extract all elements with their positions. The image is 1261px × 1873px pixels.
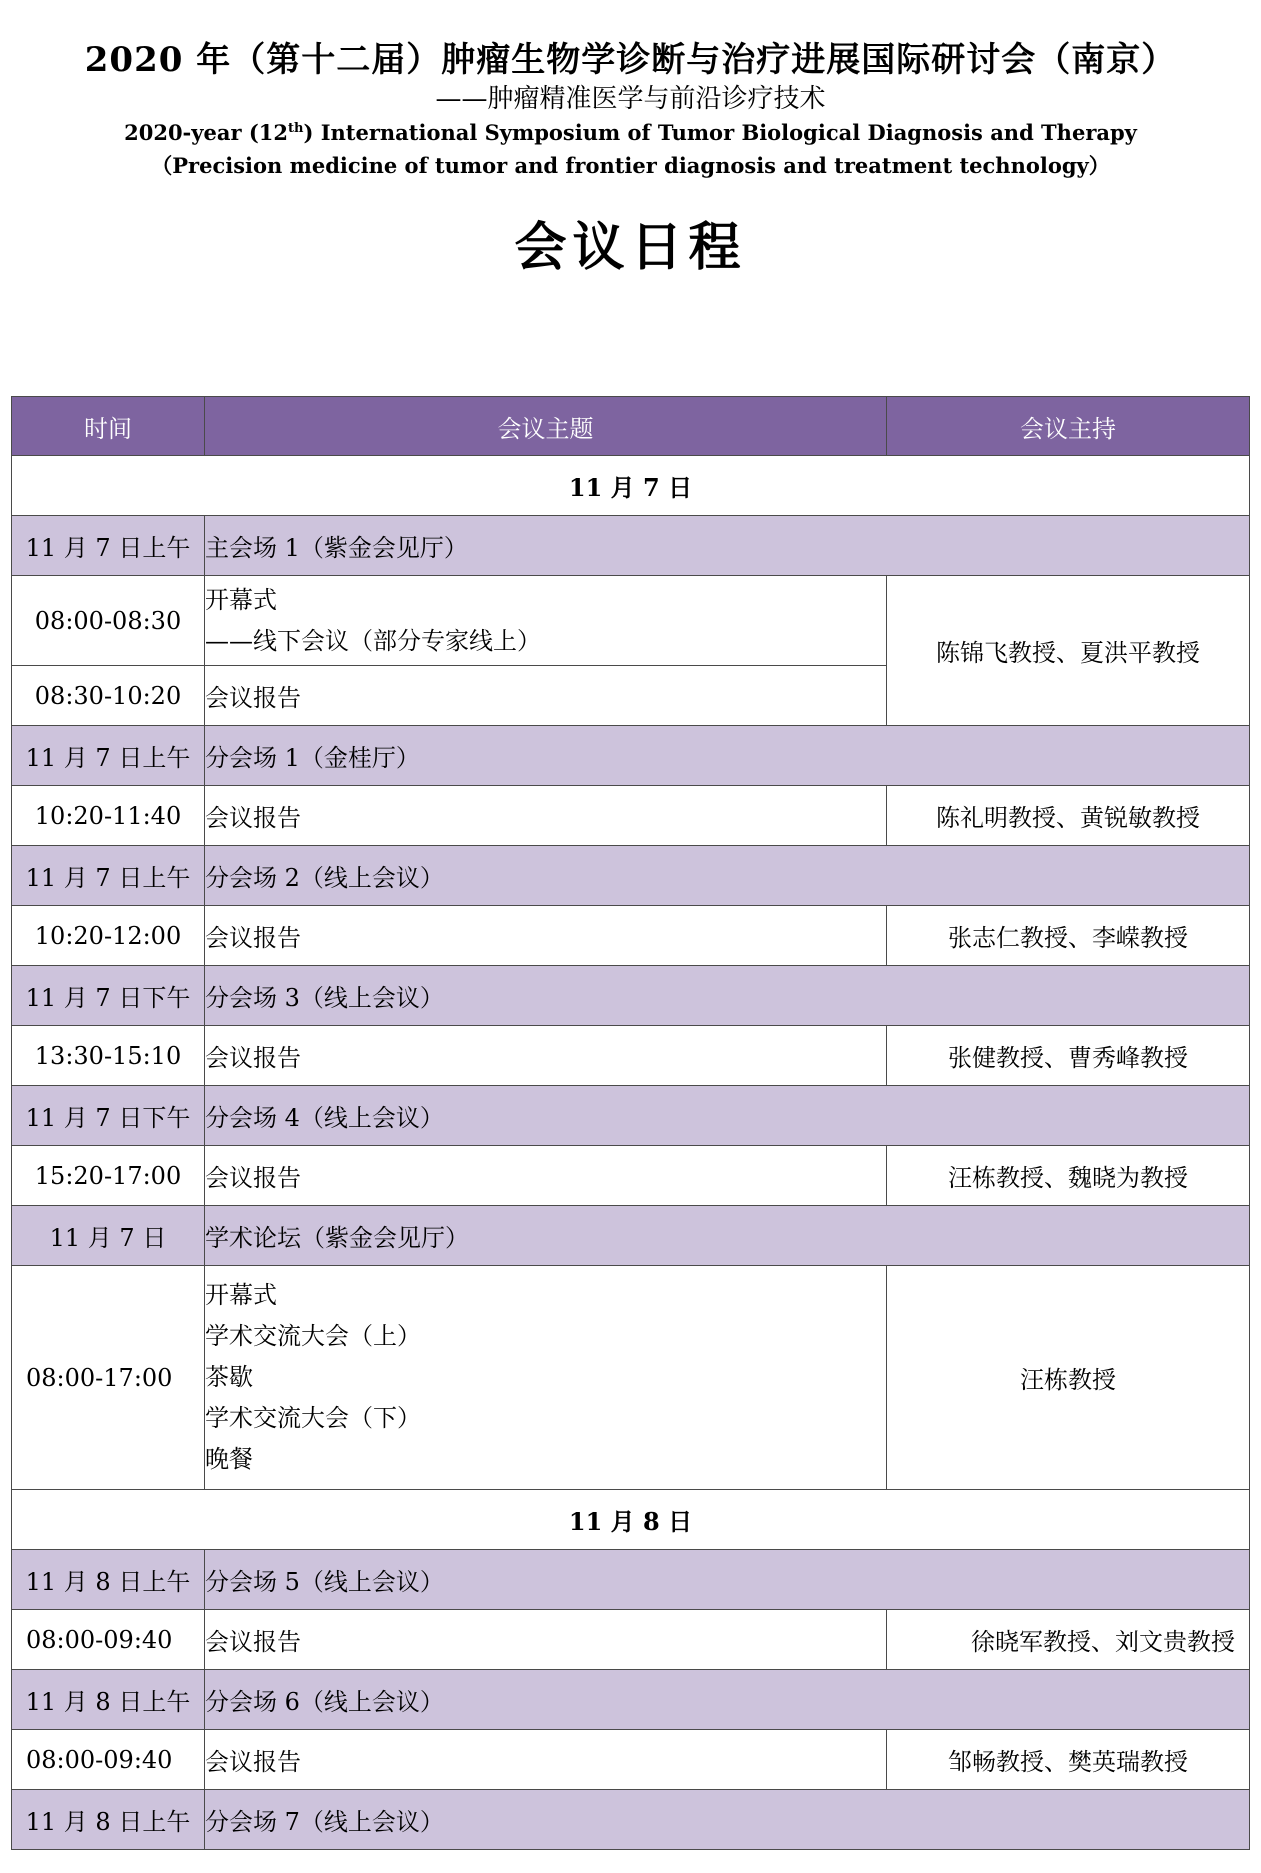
session-time: 11 月 8 日上午 <box>12 1790 205 1850</box>
session-title: 分会场 1（金桂厅） <box>205 726 1250 786</box>
schedule-table <box>11 396 1250 1850</box>
topic-cell: 会议报告 <box>205 1730 887 1790</box>
topic-line: 茶歇 <box>205 1363 253 1391</box>
table-row <box>12 1026 1250 1086</box>
topic-cell <box>205 576 887 666</box>
session-title: 分会场 7（线上会议） <box>205 1790 1250 1850</box>
session-title: 分会场 5（线上会议） <box>205 1550 1250 1610</box>
session-time: 11 月 7 日下午 <box>12 966 205 1026</box>
session-time: 11 月 7 日上午 <box>12 726 205 786</box>
host-cell: 陈礼明教授、黄锐敏教授 <box>887 786 1250 846</box>
day-label: 11 月 7 日 <box>12 456 1250 516</box>
time-slot: 08:00-17:00 <box>12 1266 205 1490</box>
title-en-suffix: ) International Symposium of Tumor Biological Diagnosis and Therapy <box>303 120 1137 145</box>
time-slot: 08:00-08:30 <box>12 576 205 666</box>
host-cell: 邹畅教授、樊英瑞教授 <box>887 1730 1250 1790</box>
session-time: 11 月 8 日上午 <box>12 1550 205 1610</box>
host-cell: 张健教授、曹秀峰教授 <box>887 1026 1250 1086</box>
host-cell: 徐晓军教授、刘文贵教授 <box>887 1610 1250 1670</box>
day-label: 11 月 8 日 <box>12 1490 1250 1550</box>
session-row <box>12 1086 1250 1146</box>
day-row-nov-8 <box>12 1490 1250 1550</box>
column-header-host: 会议主持 <box>887 397 1250 456</box>
host-cell: 陈锦飞教授、夏洪平教授 <box>887 576 1250 726</box>
agenda-heading: 会议日程 <box>514 217 747 278</box>
table-row <box>12 1146 1250 1206</box>
time-slot: 08:30-10:20 <box>12 666 205 726</box>
title-en-sup: th <box>287 121 304 136</box>
topic-line: 学术交流大会（下） <box>205 1404 421 1432</box>
table-row <box>12 576 1250 666</box>
topic-cell: 会议报告 <box>205 786 887 846</box>
session-time: 11 月 8 日上午 <box>12 1670 205 1730</box>
session-row <box>12 1550 1250 1610</box>
column-header-topic: 会议主题 <box>205 397 887 456</box>
title-en-prefix: 2020-year (12 <box>124 120 288 145</box>
time-slot: 10:20-11:40 <box>12 786 205 846</box>
table-row <box>12 1266 1250 1490</box>
topic-line: 晚餐 <box>205 1445 253 1473</box>
topic-cell: 会议报告 <box>205 1146 887 1206</box>
session-row <box>12 516 1250 576</box>
host-cell: 汪栋教授 <box>887 1266 1250 1490</box>
table-row <box>12 1730 1250 1790</box>
column-header-time: 时间 <box>12 397 205 456</box>
topic-cell <box>205 1266 887 1490</box>
session-row <box>12 726 1250 786</box>
session-row <box>12 846 1250 906</box>
subtitle-cn: ——肿瘤精准医学与前沿诊疗技术 <box>435 84 826 114</box>
host-cell: 张志仁教授、李嵘教授 <box>887 906 1250 966</box>
table-header-row <box>12 397 1250 456</box>
subtitle-en: （Precision medicine of tumor and frontier diagnosis and treatment technology） <box>151 153 1110 178</box>
topic-cell: 会议报告 <box>205 1610 887 1670</box>
topic-line: 开幕式 <box>205 585 277 614</box>
host-cell: 汪栋教授、魏晓为教授 <box>887 1146 1250 1206</box>
topic-cell: 会议报告 <box>205 1026 887 1086</box>
topic-cell: 会议报告 <box>205 906 887 966</box>
day-row-nov-7 <box>12 456 1250 516</box>
time-slot: 10:20-12:00 <box>12 906 205 966</box>
topic-line: 开幕式 <box>205 1281 277 1309</box>
time-slot: 13:30-15:10 <box>12 1026 205 1086</box>
session-time: 11 月 7 日上午 <box>12 846 205 906</box>
time-slot: 15:20-17:00 <box>12 1146 205 1206</box>
title-en <box>0 120 1261 145</box>
session-time: 11 月 7 日 <box>12 1206 205 1266</box>
session-title: 分会场 6（线上会议） <box>205 1670 1250 1730</box>
session-time: 11 月 7 日下午 <box>12 1086 205 1146</box>
table-row <box>12 906 1250 966</box>
time-slot: 08:00-09:40 <box>12 1610 205 1670</box>
time-slot: 08:00-09:40 <box>12 1730 205 1790</box>
title-cn: 2020 年（第十二届）肿瘤生物学诊断与治疗进展国际研讨会（南京） <box>84 40 1177 80</box>
session-row <box>12 1670 1250 1730</box>
topic-cell: 会议报告 <box>205 666 887 726</box>
topic-line: 学术交流大会（上） <box>205 1322 421 1350</box>
session-time: 11 月 7 日上午 <box>12 516 205 576</box>
session-title: 分会场 3（线上会议） <box>205 966 1250 1026</box>
session-title: 主会场 1（紫金会见厅） <box>205 516 1250 576</box>
session-row <box>12 1790 1250 1850</box>
session-title: 分会场 4（线上会议） <box>205 1086 1250 1146</box>
table-row <box>12 786 1250 846</box>
topic-line: ——线下会议（部分专家线上） <box>205 626 541 655</box>
session-title: 分会场 2（线上会议） <box>205 846 1250 906</box>
session-row <box>12 1206 1250 1266</box>
table-row <box>12 1610 1250 1670</box>
session-row <box>12 966 1250 1026</box>
session-title: 学术论坛（紫金会见厅） <box>205 1206 1250 1266</box>
